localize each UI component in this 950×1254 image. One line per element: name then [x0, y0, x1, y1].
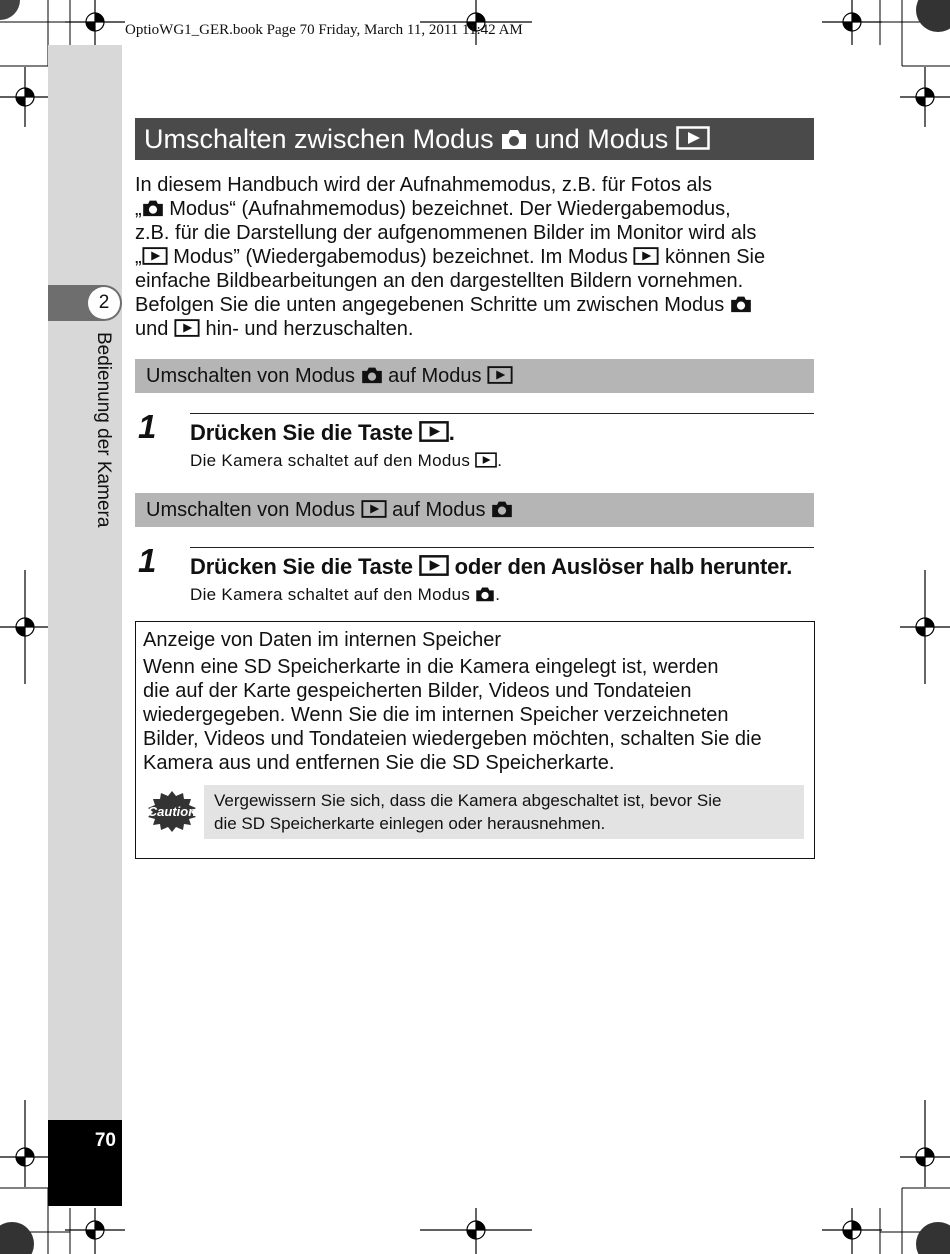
- svg-text:Caution: Caution: [147, 804, 197, 819]
- playback-mode-icon: [487, 366, 513, 384]
- playback-mode-icon: [475, 452, 497, 468]
- playback-button-icon: [419, 555, 449, 576]
- step-divider: [190, 413, 814, 414]
- playback-mode-icon: [174, 319, 200, 337]
- camera-mode-icon: [142, 199, 164, 217]
- step-number: 1: [138, 542, 157, 579]
- playback-mode-icon: [361, 500, 387, 518]
- section-heading-playback-to-camera: Umschalten von Modus auf Modus: [135, 493, 814, 527]
- caution-icon: [146, 790, 198, 832]
- camera-mode-icon: [730, 295, 752, 313]
- step-instruction: Drücken Sie die Taste oder den Auslöser halb herunter.: [190, 554, 793, 579]
- playback-button-icon: [419, 421, 449, 442]
- step-result: Die Kamera schaltet auf den Modus .: [190, 585, 501, 604]
- playback-mode-icon: [142, 247, 168, 265]
- page-title: Umschalten zwischen Modus und Modus: [135, 118, 814, 160]
- playback-mode-icon: [676, 126, 710, 150]
- caution-text: Vergewissern Sie sich, dass die Kamera abgeschaltet ist, bevor Sie die SD Speicherkarte einlegen oder herausnehmen.: [214, 791, 722, 833]
- playback-mode-icon: [633, 247, 659, 265]
- chapter-title: Bedienung der Kamera: [93, 332, 114, 528]
- step-instruction: Drücken Sie die Taste .: [190, 420, 455, 445]
- step-divider: [190, 547, 814, 548]
- camera-mode-icon: [361, 366, 383, 384]
- page-number: 70: [94, 1130, 116, 1151]
- section-heading-camera-to-playback: Umschalten von Modus auf Modus: [135, 359, 814, 393]
- step-number: 1: [138, 408, 157, 445]
- camera-mode-icon: [501, 128, 527, 150]
- camera-mode-icon: [475, 586, 495, 602]
- memo-title: Anzeige von Daten im internen Speicher: [143, 629, 501, 651]
- intro-paragraph: In diesem Handbuch wird der Aufnahmemodus, z.B. für Fotos als „ Modus“ (Aufnahmemodus) bezeichnet. Der Wiedergabemodus, z.B. für die Darstellung der aufgenommenen Bilder im Monitor wird als „ Modus” (Wiedergabemodus) bezeichnet. Im Modus können Sie einfache Bildbearbeitungen an den dargestellten Bildern vornehmen. Befolgen Sie die unten angegebenen Schritte um zwischen Modus und hin- und herzuschalten.: [135, 174, 766, 340]
- chapter-number: 2: [88, 287, 120, 319]
- print-header: OptioWG1_GER.book Page 70 Friday, March 11, 2011 11:42 AM: [125, 22, 523, 38]
- memo-text: Wenn eine SD Speicherkarte in die Kamera eingelegt ist, werden die auf der Karte gespeicherten Bilder, Videos und Tondateien wiedergegeben. Wenn Sie die im internen Speicher verzeichneten Bilder, Videos und Tondateien wiedergeben möchten, schalten Sie die Kamera aus und entfernen Sie die SD Speicherkarte.: [143, 656, 762, 774]
- step-result: Die Kamera schaltet auf den Modus .: [190, 451, 503, 470]
- camera-mode-icon: [491, 500, 513, 518]
- chapter-sidebar: [48, 45, 122, 1120]
